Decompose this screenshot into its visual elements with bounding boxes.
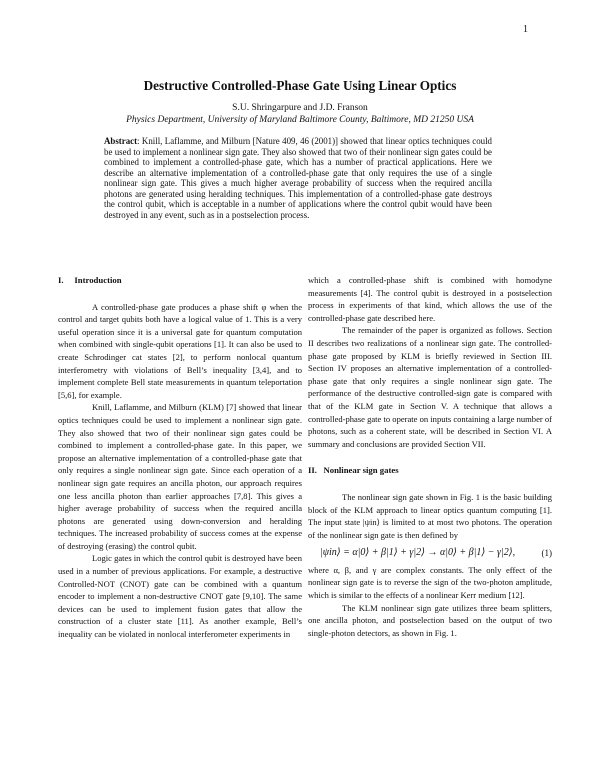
abstract-label: Abstract <box>104 136 138 146</box>
nsgate-paragraph-2: where α, β, and γ are complex constants. The only effect of the nonlinear sign gate is to reverse the sign of the two-photon amplitude, which is similar to the effects of a nonlinear Kerr medium [12]. <box>308 564 552 601</box>
equation-1-number: (1) <box>541 548 552 559</box>
affiliation: Physics Department, University of Maryland Baltimore County, Baltimore, MD 21250 USA <box>126 115 474 125</box>
equation-1-body: |ψin⟩ = α|0⟩ + β|1⟩ + γ|2⟩ → α|0⟩ + β|1⟩ − γ|2⟩, <box>320 547 516 559</box>
intro-paragraph-continued: which a controlled-phase shift is combined with homodyne measurements [4]. The control qubit is destroyed in a postselection process in experiments of that kind, which allows the use of the controlled-phase gate described here. <box>308 275 552 323</box>
right-column <box>308 274 552 639</box>
abstract <box>104 136 492 220</box>
intro-paragraph-1: A controlled-phase gate produces a phase shift φ when the control and target qubits both have a logical value of 1. This is a very useful operation since it is a universal gate for quantum computation when combined with single-qubit operations [1]. It can also be used to create Schrodinger cat states [2], to perform nonlocal quantum interferometry with violations of Bell’s inequality [3,4], and to implement complete Bell state measurements in quantum teleportation [5,6], for example. <box>58 301 302 400</box>
paper-outline-paragraph: The remainder of the paper is organized as follows. Section II describes two realizations of a nonlinear sign gate. The controlled-phase gate proposed by KLM is briefly reviewed in Section III. Section IV proposes an alternative implementation of a controlled-phase gate that only requires a single nonlinear sign gate. The performance of the destructive controlled-sign gate is compared with that of the KLM gate in Section V. A technique that allows a controlled-phase gate to operate on inputs containing a large number of photons, such as a coherent state, will be described in Section VI. A summary and conclusions are provided Section VII. <box>308 325 552 449</box>
page-number: 1 <box>523 24 528 35</box>
nsgate-paragraph-3: The KLM nonlinear sign gate utilizes three beam splitters, one ancilla photon, and postselection based on the output of two single-photon detectors, as shown in Fig. 1. <box>308 602 552 638</box>
section-heading-introduction: I. Introduction <box>58 275 122 285</box>
nsgate-paragraph-1: The nonlinear sign gate shown in Fig. 1 is the basic building block of the KLM approach to linear optics quantum computing [1]. The input state |ψin⟩ is limited to at most two photons. The operation of the nonlinear sign gate is then defined by <box>308 491 552 540</box>
left-column <box>58 274 302 641</box>
abstract-text: : Knill, Laflamme, and Milburn [Nature 409, 46 (2001)] showed that linear optics techniques could be used to implement a nonlinear sign gate. They also showed that two of their nonlinear sign gates could be combined to implement a controlled-phase gate, which has a number of practical applications. Here we describe an alternative implementation of a controlled-phase gate that only requires the use of a single nonlinear sign gate. This gives a much higher average probability of success when the required ancilla photons are generated using heralding techniques. This implementation of a controlled-phase gate destroys the control qubit, which is acceptable in a number of applications where the control qubit would have been destroyed in any event, such as in a postselection process. <box>104 136 492 220</box>
intro-paragraph-2: Knill, Laflamme, and Milburn (KLM) [7] showed that linear optics techniques could be used to implement a nonlinear sign gate. They also showed that two of their nonlinear sign gates could be combined to implement a controlled-phase gate. In this paper, we propose an alternative implementation of a controlled-phase gate that only requires a single nonlinear sign gate. Since each operation of a nonlinear sign gate requires an ancilla photon, our approach requires one less ancilla photon than earlier approaches [7,8]. This gives a higher average probability of success when the required ancilla photons are generated using down-conversion and heralding techniques. The increased probability of success comes at the expense of destroying (erasing) the control qubit. <box>58 402 302 551</box>
equation-1 <box>320 547 552 560</box>
intro-paragraph-3: Logic gates in which the control qubit is destroyed have been used in a number of previous applications. For example, a destructive Controlled-NOT (CNOT) gate can be combined with a quantum encoder to implement a non-destructive CNOT gate [9,10]. The same devices can be used to implement fusion gates that allow the construction of a cluster state [11]. As another example, Bell’s inequality can be violated in nonlocal interferometer experiments in <box>58 553 302 640</box>
section-heading-nonlinear-sign-gates: II. Nonlinear sign gates <box>308 465 399 476</box>
authors: S.U. Shringarpure and J.D. Franson <box>232 103 368 113</box>
paper-title: Destructive Controlled-Phase Gate Using Linear Optics <box>143 78 457 93</box>
